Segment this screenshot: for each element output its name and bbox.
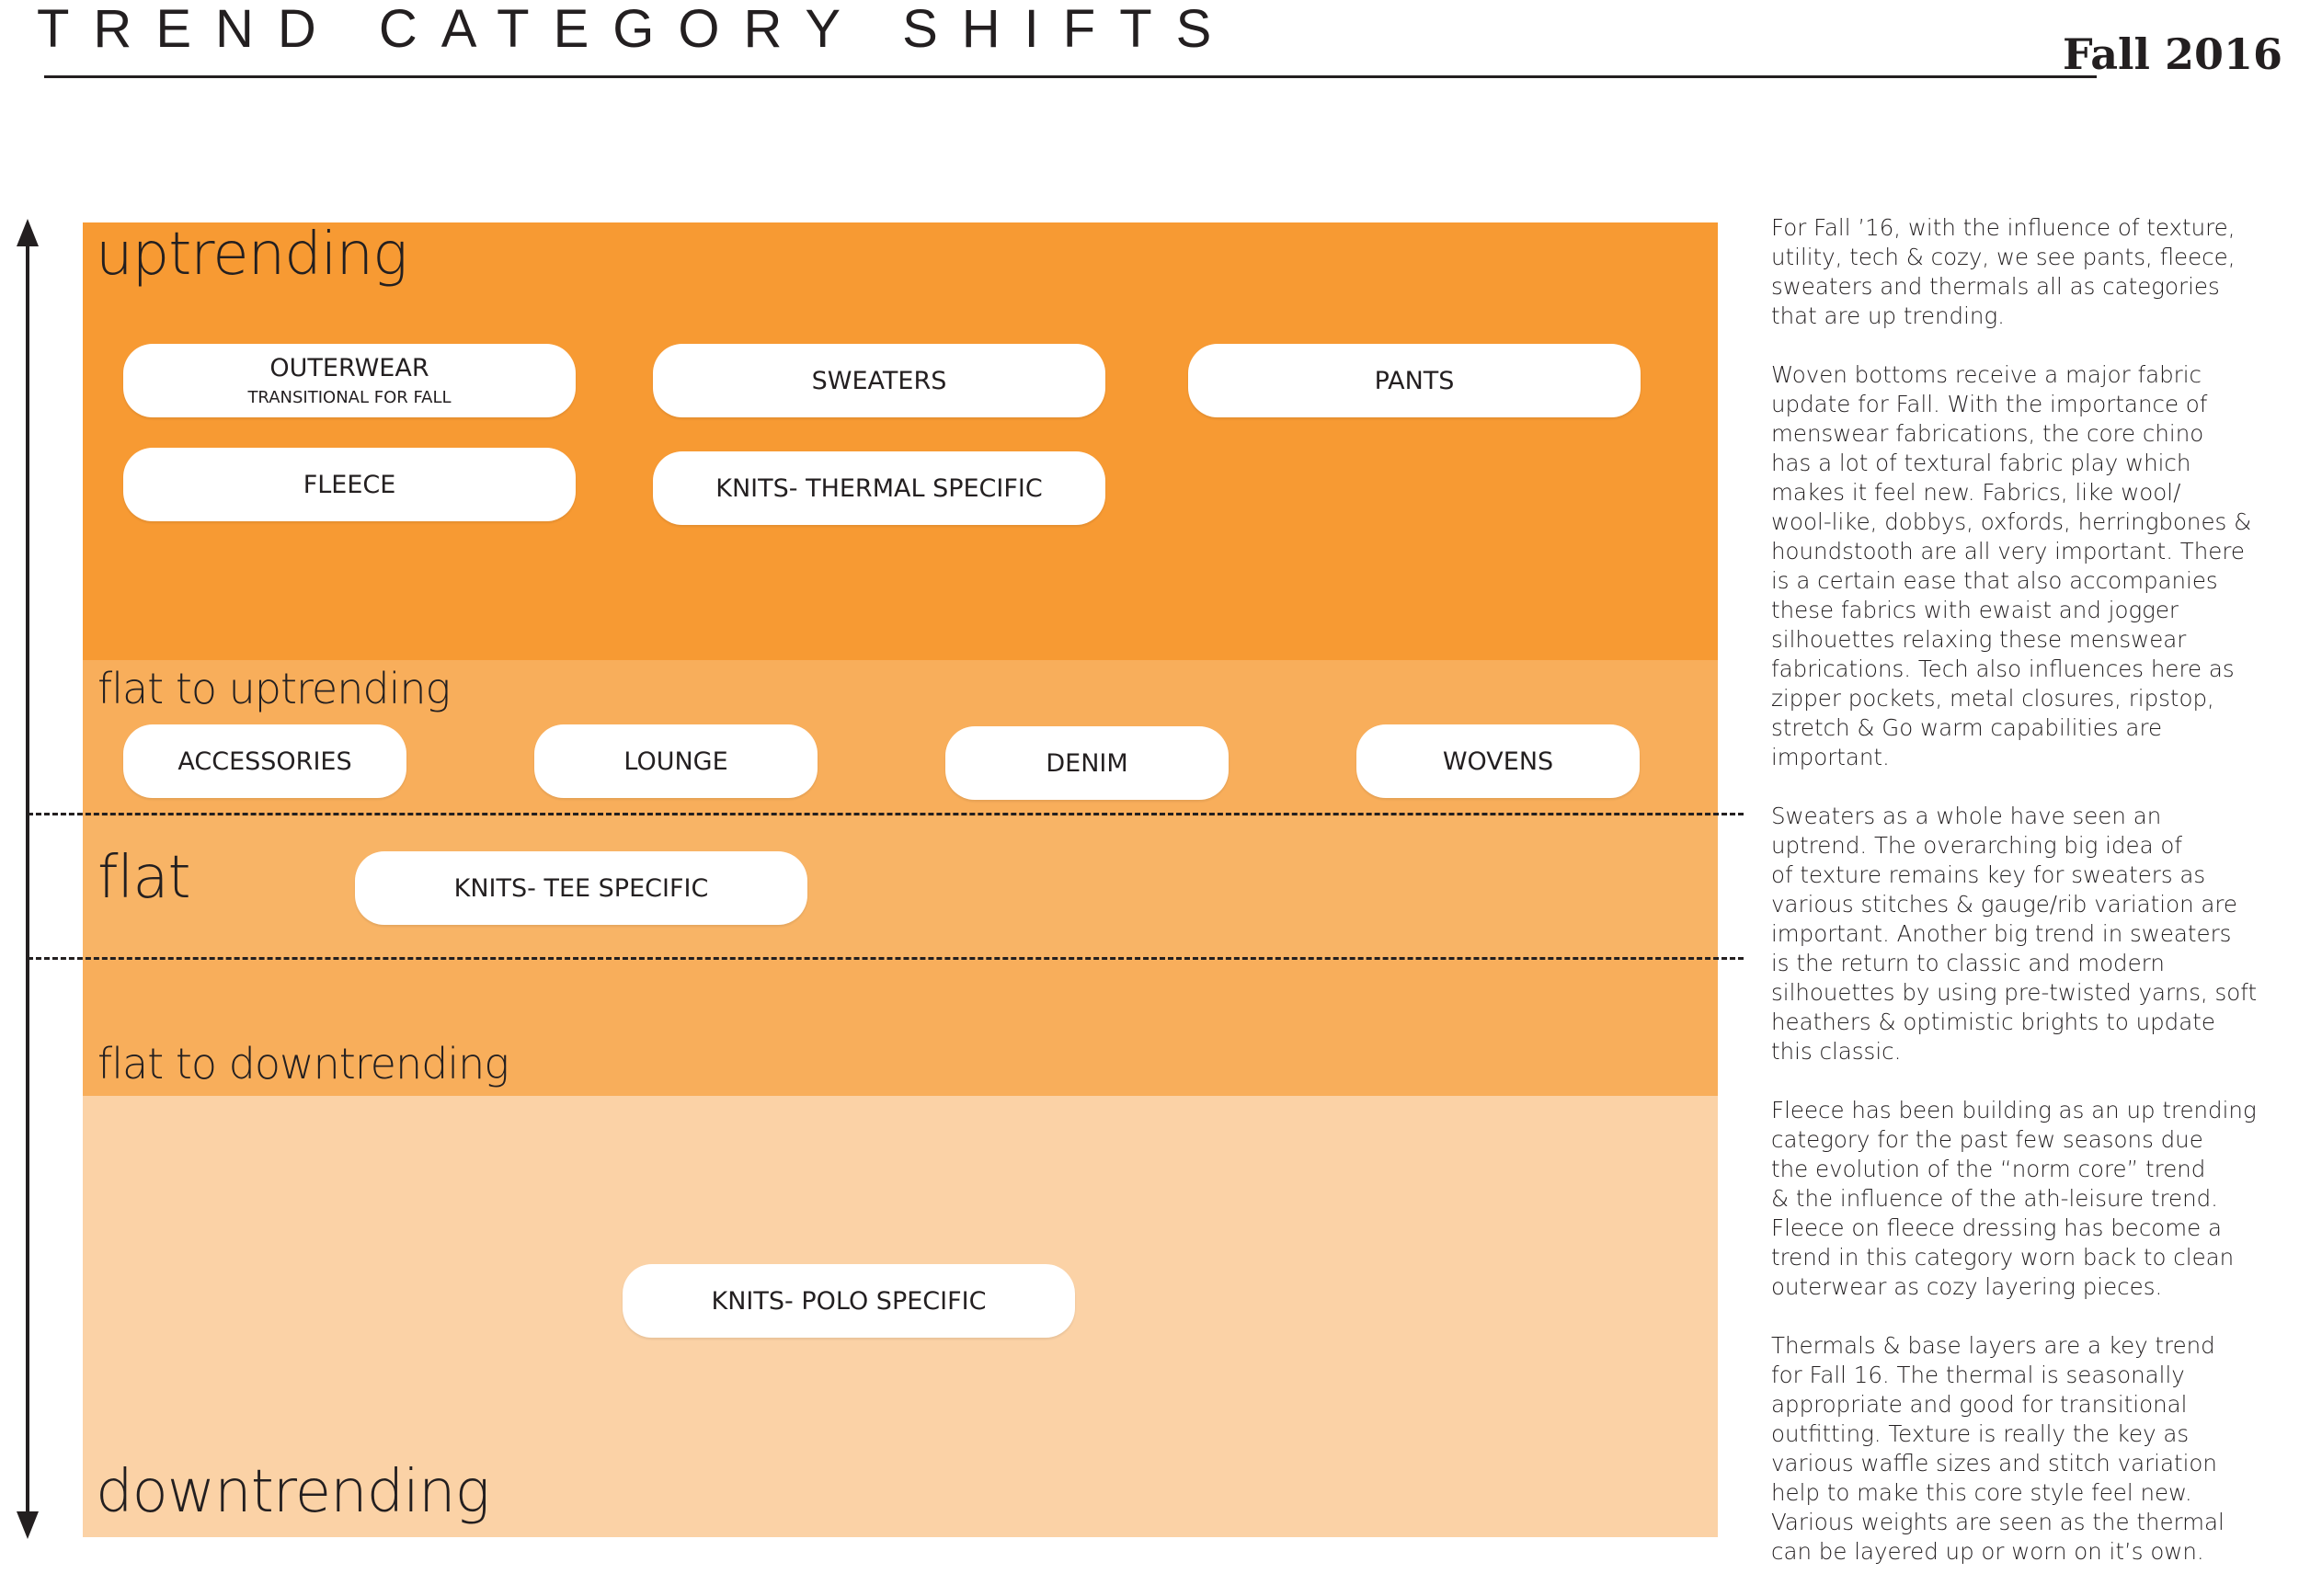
- category-wovens: WOVENS: [1356, 724, 1640, 798]
- dashed-divider-upper: [28, 813, 1744, 815]
- category-knits-polo: KNITS- POLO SPECIFIC: [623, 1264, 1075, 1338]
- note-paragraph: Thermals & base layers are a key trend for Fall 16. The thermal is seasonally appropriate and good for transitional outfitting. Texture is really the key as various waffle sizes and stitch variation help to make this core style feel new. Various weights are seen as the thermal can be layered up or worn on it’s own.: [1771, 1332, 2225, 1565]
- category-denim: DENIM: [945, 726, 1229, 800]
- dashed-divider-lower: [28, 957, 1744, 960]
- category-outerwear: [123, 344, 576, 417]
- label-flat-to-uptrending: flat to uptrending: [97, 664, 451, 713]
- commentary-column: [1771, 213, 2295, 1596]
- label-downtrending: downtrending: [96, 1458, 489, 1526]
- band-flat: [83, 816, 1718, 960]
- note-paragraph: For Fall ’16, with the influence of texture, utility, tech & cozy, we see pants, fleece, sweaters and thermals all as categories that are up trending.: [1771, 214, 2236, 329]
- season-label: Fall 2016: [2063, 29, 2282, 79]
- note-paragraph: Sweaters as a whole have seen an uptrend. The overarching big idea of of texture remains key for sweaters as various stitches & gauge/rib variation are important. Another big trend in sweaters is the return to classic and modern silhouettes by using pre-twisted yarns, soft heathers & optimistic brights to update this classic.: [1771, 803, 2258, 1065]
- label-flat: flat: [97, 844, 190, 912]
- note-paragraph: Fleece has been building as an up trending category for the past few seasons due the evolution of the “norm core” trend & the influence of the ath-leisure trend. Fleece on fleece dressing has become a trend in this category worn back to clean outerwear as cozy layering pieces.: [1771, 1097, 2257, 1300]
- category-knits-thermal: KNITS- THERMAL SPECIFIC: [653, 451, 1105, 525]
- title-rule: [44, 75, 2097, 78]
- category-knits-tee: KNITS- TEE SPECIFIC: [355, 851, 807, 925]
- category-outerwear-label: OUTERWEAR: [269, 354, 429, 382]
- category-fleece: FLEECE: [123, 448, 576, 521]
- category-accessories: ACCESSORIES: [123, 724, 406, 798]
- category-outerwear-note: TRANSITIONAL FOR FALL: [247, 388, 452, 407]
- label-uptrending: uptrending: [96, 221, 407, 289]
- label-flat-to-downtrending: flat to downtrending: [97, 1039, 509, 1089]
- note-paragraph: Woven bottoms receive a major fabric update for Fall. With the importance of menswear fabrications, the core chino has a lot of textural fabric play which makes it feel new. Fabrics, like wool/ wool-like, dobbys, oxfords, herringbones & houndstooth are all very important. There is a certain ease that also accompanies these fabrics with ewaist and jogger silhouettes relaxing these menswear fabrications. Tech also influences here as zipper pockets, metal closures, ripstop, stretch & Go warm capabilities are important.: [1771, 361, 2252, 770]
- category-lounge: LOUNGE: [534, 724, 818, 798]
- trend-axis-arrow: [9, 219, 46, 1539]
- category-sweaters: SWEATERS: [653, 344, 1105, 417]
- page-title: TREND CATEGORY SHIFTS: [37, 0, 1236, 59]
- category-pants: PANTS: [1188, 344, 1641, 417]
